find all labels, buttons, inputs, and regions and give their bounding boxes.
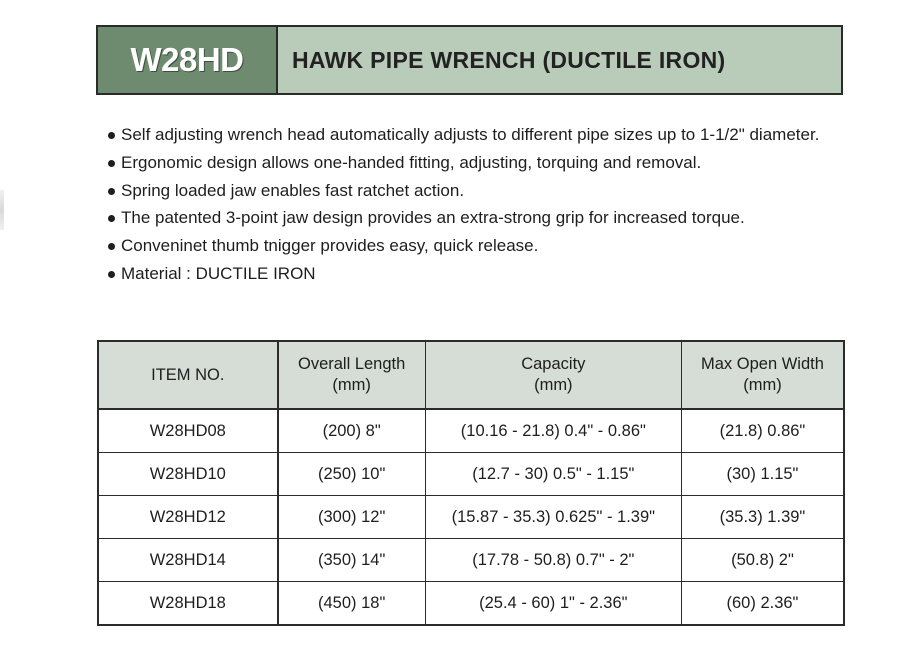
col-header-line1: Max Open Width (701, 355, 824, 373)
feature-item (107, 121, 819, 149)
col-header-line1: Capacity (521, 355, 586, 373)
table-row (98, 496, 844, 539)
col-header-capacity (425, 341, 681, 409)
col-header-line2: (mm) (534, 376, 573, 394)
table-row (98, 582, 844, 626)
cell-item-no: W28HD18 (98, 582, 278, 626)
product-header-banner (96, 25, 843, 95)
cell-overall-length: (250) 10" (278, 453, 426, 496)
cell-capacity: (12.7 - 30) 0.5" - 1.15" (425, 453, 681, 496)
spec-table (97, 340, 845, 626)
model-code-box (98, 27, 278, 93)
feature-item (107, 177, 819, 205)
cell-capacity: (15.87 - 35.3) 0.625" - 1.39" (425, 496, 681, 539)
cell-item-no: W28HD14 (98, 539, 278, 582)
col-header-line1: Overall Length (297, 355, 406, 373)
feature-text: Material : DUCTILE IRON (121, 263, 316, 283)
col-header-line1: ITEM NO. (151, 365, 225, 384)
cell-capacity: (10.16 - 21.8) 0.4" - 0.86" (425, 409, 681, 453)
col-header-max-open-width (681, 341, 844, 409)
model-code: W28HD (130, 41, 244, 78)
product-title-box (278, 27, 841, 93)
feature-item (107, 204, 819, 232)
col-header-item-no (98, 341, 278, 409)
table-row (98, 409, 844, 453)
bullet-icon (108, 160, 115, 167)
table-row (98, 453, 844, 496)
product-title: HAWK PIPE WRENCH (DUCTILE IRON) (292, 46, 726, 73)
feature-text: Self adjusting wrench head automatically adjusts to different pipe sizes up to 1-1/2" diameter. (121, 125, 820, 144)
table-row (98, 539, 844, 582)
table-header-row (98, 341, 844, 409)
feature-text: The patented 3-point jaw design provides an extra-strong grip for increased torque. (121, 208, 745, 228)
bullet-icon (108, 188, 115, 195)
cell-max-open-width: (21.8) 0.86" (681, 409, 844, 453)
feature-text: Spring loaded jaw enables fast ratchet action. (121, 180, 465, 200)
cell-item-no: W28HD10 (98, 453, 278, 496)
cell-max-open-width: (30) 1.15" (681, 453, 844, 496)
feature-item (107, 232, 819, 260)
feature-item (107, 260, 819, 288)
page-edge-mark (0, 190, 4, 230)
cell-max-open-width: (60) 2.36" (681, 582, 844, 626)
cell-item-no: W28HD12 (98, 496, 278, 539)
feature-text: Ergonomic design allows one-handed fitting, adjusting, torquing and removal. (121, 152, 702, 172)
cell-max-open-width: (35.3) 1.39" (681, 496, 844, 539)
cell-overall-length: (200) 8" (278, 409, 426, 453)
bullet-icon (108, 215, 115, 222)
col-header-line2: (mm) (743, 376, 782, 394)
bullet-icon (108, 243, 115, 250)
cell-overall-length: (350) 14" (278, 539, 426, 582)
col-header-line2: (mm) (332, 376, 371, 394)
feature-item (107, 149, 819, 177)
feature-list (107, 121, 819, 288)
bullet-icon (108, 271, 115, 278)
feature-text: Conveninet thumb tnigger provides easy, quick release. (121, 236, 539, 256)
cell-overall-length: (450) 18" (278, 582, 426, 626)
cell-max-open-width: (50.8) 2" (681, 539, 844, 582)
cell-item-no: W28HD08 (98, 409, 278, 453)
col-header-overall-length (278, 341, 426, 409)
bullet-icon (108, 132, 115, 139)
cell-capacity: (25.4 - 60) 1" - 2.36" (425, 582, 681, 626)
cell-capacity: (17.78 - 50.8) 0.7" - 2" (425, 539, 681, 582)
cell-overall-length: (300) 12" (278, 496, 426, 539)
